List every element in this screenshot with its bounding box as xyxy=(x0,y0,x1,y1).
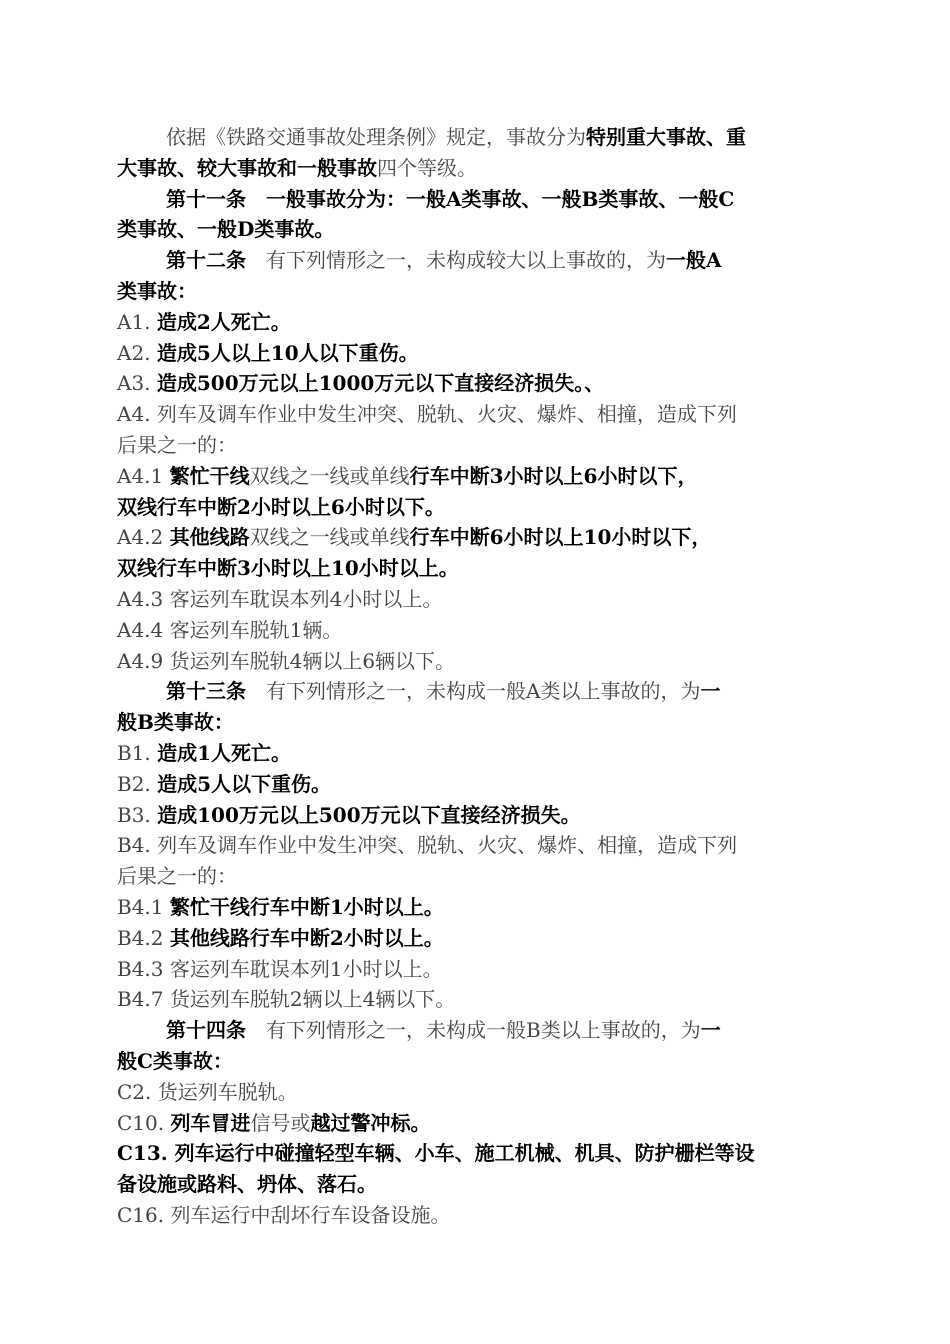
bold-text-segment: 第十二条 xyxy=(166,248,246,273)
bold-text-segment: 一般A xyxy=(666,248,722,273)
bold-text-segment: 造成5人以上10人以下重伤。 xyxy=(156,340,419,365)
text-segment: B4.3 客运列车耽误本列1小时以上。 xyxy=(117,956,443,981)
text-segment: 后果之一的： xyxy=(117,864,237,889)
bold-text-segment: 一 xyxy=(700,679,721,704)
text-line xyxy=(117,214,837,245)
text-segment: B4.7 货运列车脱轨2辆以上4辆以下。 xyxy=(117,987,456,1012)
text-line xyxy=(117,338,837,369)
bold-text-segment: 造成500万元以上1000万元以下直接经济损失。、 xyxy=(156,371,605,396)
text-segment: 依据《铁路交通事故处理条例》规定，事故分为 xyxy=(166,125,586,149)
text-line xyxy=(117,676,837,707)
bold-text-segment: 大事故、较大事故和一般事故 xyxy=(117,155,377,180)
text-segment: 双线之一线或单线 xyxy=(249,463,410,488)
bold-text-segment: 其他线路 xyxy=(169,525,250,550)
bold-text-segment: 越过警冲标。 xyxy=(310,1110,431,1135)
text-line xyxy=(117,307,837,338)
text-segment: 双线之一线或单线 xyxy=(249,525,410,550)
text-line xyxy=(117,276,837,307)
text-line xyxy=(117,892,837,923)
text-segment: 后果之一的： xyxy=(117,432,237,457)
text-line xyxy=(117,923,837,954)
text-segment: A4.9 货运列车脱轨4辆以上6辆以下。 xyxy=(117,648,456,673)
text-segment: B4. 列车及调车作业中发生冲突、脱轨、火灾、爆炸、相撞，造成下列 xyxy=(117,833,738,858)
text-line xyxy=(117,1015,837,1046)
bold-text-segment: 造成5人以下重伤。 xyxy=(157,771,332,796)
bold-text-segment: 类事故： xyxy=(117,278,197,303)
text-segment: C16. 列车运行中刮坏行车设备设施。 xyxy=(117,1202,451,1227)
text-line xyxy=(117,800,837,831)
text-segment: A4. 列车及调车作业中发生冲突、脱轨、火灾、爆炸、相撞，造成下列 xyxy=(117,402,737,427)
bold-text-segment: 第十四条 xyxy=(166,1018,246,1043)
text-line xyxy=(117,553,837,584)
text-segment: A3. xyxy=(117,371,157,396)
text-line xyxy=(117,399,837,430)
bold-text-segment: 第十三条 xyxy=(166,679,246,704)
text-segment: B2. xyxy=(117,771,158,796)
text-line xyxy=(117,492,837,523)
bold-text-segment: 造成2人死亡。 xyxy=(156,309,291,334)
text-segment: C2. 货运列车脱轨。 xyxy=(117,1079,298,1104)
bold-text-segment: 备设施或路料、坍体、落石。 xyxy=(117,1172,377,1197)
text-line xyxy=(117,861,837,892)
text-line xyxy=(117,1169,837,1200)
text-segment: B3. xyxy=(117,802,158,827)
bold-text-segment: 造成100万元以上500万元以下直接经济损失。 xyxy=(157,802,581,827)
bold-text-segment: 繁忙干线 xyxy=(169,463,250,488)
text-line xyxy=(117,1077,837,1108)
text-line xyxy=(117,430,837,461)
text-segment: 有下列情形之一，未构成一般B类以上事故的，为 xyxy=(246,1018,701,1043)
bold-text-segment: 造成1人死亡。 xyxy=(157,740,292,765)
bold-text-segment: 列车冒进 xyxy=(170,1110,251,1135)
text-line xyxy=(117,646,837,677)
bold-text-segment: 一 xyxy=(700,1018,721,1043)
text-segment: B4.1 xyxy=(117,894,170,919)
text-segment: 信号或 xyxy=(250,1110,311,1135)
text-line xyxy=(117,153,837,184)
text-segment: 四个等级。 xyxy=(377,155,477,180)
text-segment: A4.4 客运列车脱轨1辆。 xyxy=(117,617,343,642)
text-line xyxy=(117,1108,837,1139)
bold-text-segment: 双线行车中断3小时以上10小时以上。 xyxy=(117,556,459,581)
text-line xyxy=(117,122,837,153)
bold-text-segment: 行车中断3小时以上6小时以下， xyxy=(409,463,698,488)
bold-text-segment: 其他线路行车中断2小时以上。 xyxy=(169,925,444,950)
document-body xyxy=(117,122,837,1231)
text-segment: B4.2 xyxy=(117,925,170,950)
text-line xyxy=(117,522,837,553)
text-line xyxy=(117,184,837,215)
text-line xyxy=(117,615,837,646)
text-segment: A4.2 xyxy=(117,525,170,550)
text-line xyxy=(117,984,837,1015)
text-line xyxy=(117,1200,837,1231)
bold-text-segment: 繁忙干线行车中断1小时以上。 xyxy=(169,894,444,919)
bold-text-segment: 第十一条 一般事故分为：一般A类事故、一般B类事故、一般C xyxy=(166,186,735,211)
bold-text-segment: C13. 列车运行中碰撞轻型车辆、小车、施工机械、机具、防护栅栏等设 xyxy=(117,1141,755,1166)
text-line xyxy=(117,461,837,492)
text-segment: 有下列情形之一，未构成较大以上事故的，为 xyxy=(246,248,666,273)
text-line xyxy=(117,954,837,985)
text-line xyxy=(117,1046,837,1077)
text-segment: A1. xyxy=(117,309,157,334)
text-line xyxy=(117,707,837,738)
text-line xyxy=(117,368,837,399)
text-line xyxy=(117,830,837,861)
bold-text-segment: 般B类事故： xyxy=(117,710,234,735)
text-line xyxy=(117,769,837,800)
text-line xyxy=(117,245,837,276)
text-segment: C10. xyxy=(117,1110,171,1135)
text-segment: A4.1 xyxy=(117,463,170,488)
bold-text-segment: 般C类事故： xyxy=(117,1048,233,1073)
text-segment: 有下列情形之一，未构成一般A类以上事故的，为 xyxy=(246,679,701,704)
bold-text-segment: 行车中断6小时以上10小时以下， xyxy=(409,525,712,550)
text-segment: A4.3 客运列车耽误本列4小时以上。 xyxy=(117,586,443,611)
bold-text-segment: 双线行车中断2小时以上6小时以下。 xyxy=(117,494,445,519)
bold-text-segment: 特别重大事故、重 xyxy=(586,125,746,149)
bold-text-segment: 类事故、一般D类事故。 xyxy=(117,217,335,242)
text-segment: A2. xyxy=(117,340,157,365)
text-line xyxy=(117,738,837,769)
text-line xyxy=(117,1138,837,1169)
text-segment: B1. xyxy=(117,740,158,765)
text-line xyxy=(117,584,837,615)
